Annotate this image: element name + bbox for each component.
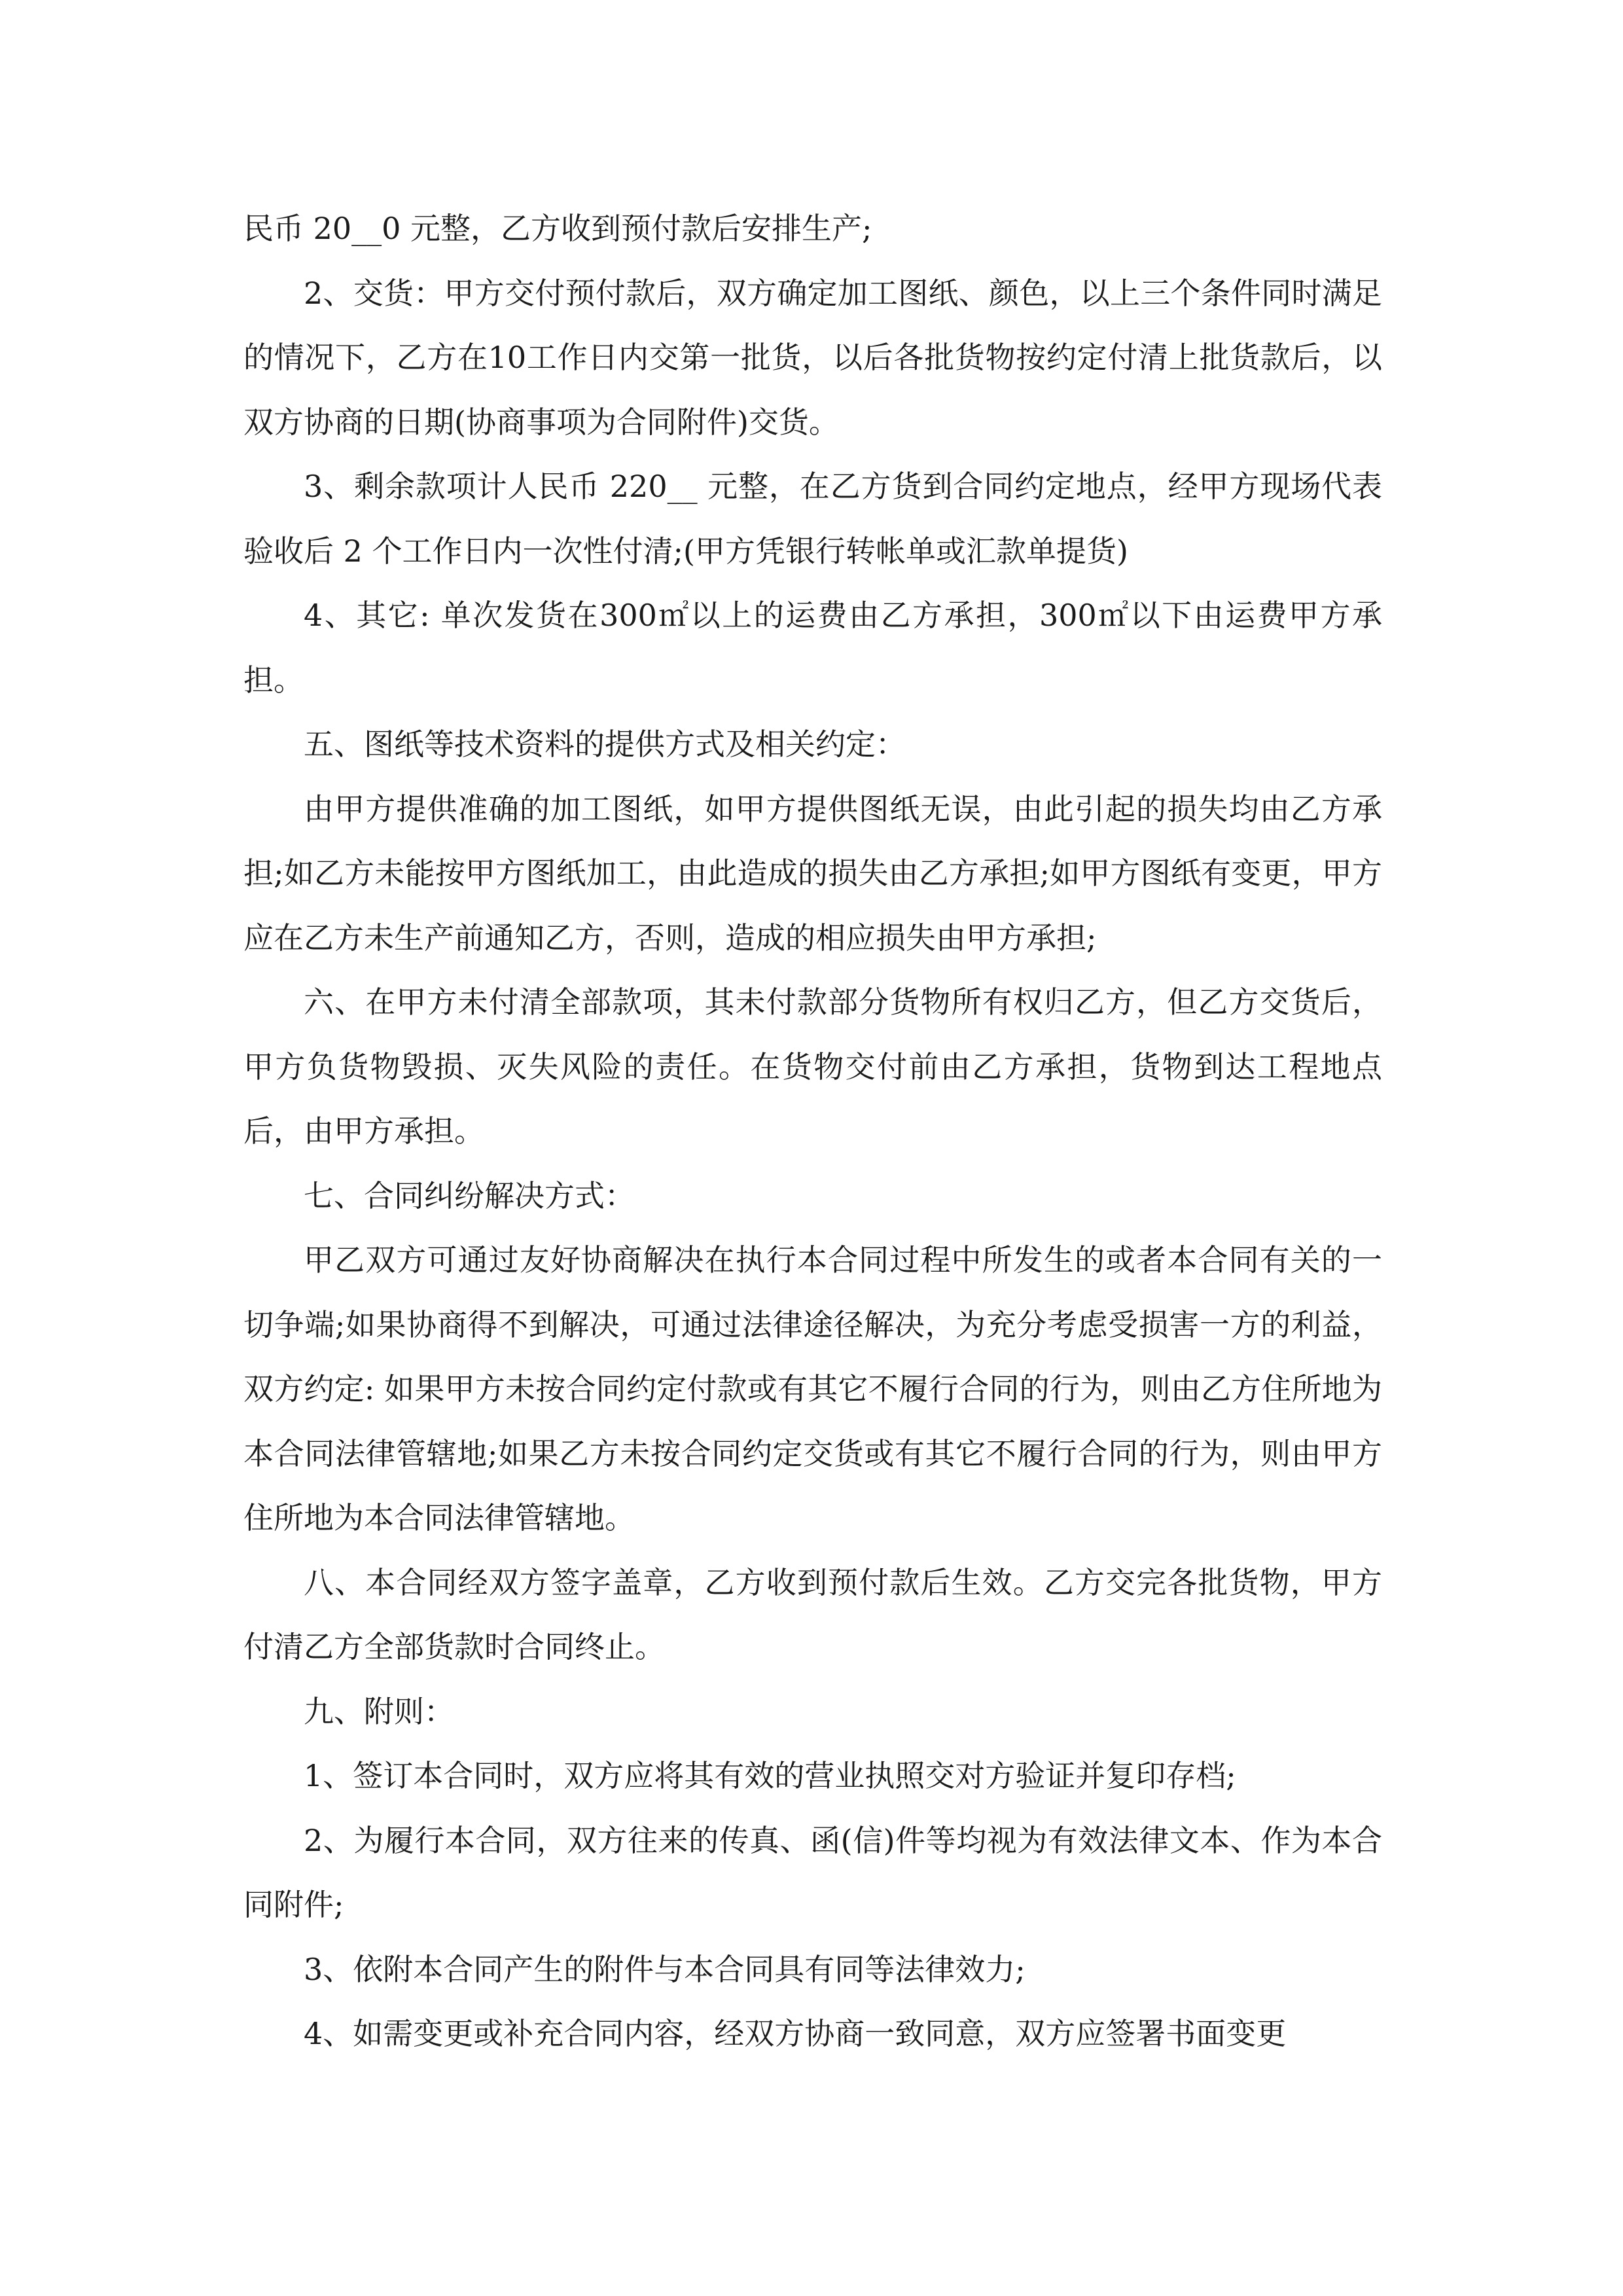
paragraph-supplementary-4: 4、如需变更或补充合同内容，经双方协商一致同意，双方应签署书面变更 — [304, 2016, 1287, 2051]
section-heading-disputes: 七、合同纠纷解决方式： — [304, 1177, 635, 1213]
paragraph-other-shipping: 4、其它: 单次发货在300㎡以上的运费由乙方承担，300㎡以下由运费甲方承担。 — [243, 598, 1382, 698]
paragraph-drawings: 由甲方提供准确的加工图纸，如甲方提供图纸无误，由此引起的损失均由乙方承担;如乙方未能按甲方图纸加工，由此造成的损失由乙方承担;如甲方图纸有变更，甲方应在乙方未生产前通知乙方，否则，造成的相应损失由甲方承担; — [243, 791, 1382, 956]
document-body — [243, 196, 1382, 2066]
paragraph-supplementary-2: 2、为履行本合同，双方往来的传真、函(信)件等均视为有效法律文本、作为本合同附件; — [243, 1822, 1382, 1922]
paragraph-supplementary-3: 3、依附本合同产生的附件与本合同具有同等法律效力; — [304, 1951, 1026, 1987]
paragraph-remaining-payment: 3、剩余款项计人民币 220__ 元整，在乙方货到合同约定地点，经甲方现场代表验收后 2 个工作日内一次性付清;(甲方凭银行转帐单或汇款单提货) — [243, 469, 1382, 569]
paragraph-ownership-risk: 六、在甲方未付清全部款项，其未付款部分货物所有权归乙方，但乙方交货后，甲方负货物毁损、灭失风险的责任。在货物交付前由乙方承担，货物到达工程地点后，由甲方承担。 — [243, 984, 1382, 1149]
section-heading-supplementary: 九、附则： — [304, 1693, 454, 1729]
paragraph-payment-continued: 民币 20__0 元整，乙方收到预付款后安排生产; — [243, 211, 872, 246]
paragraph-supplementary-1: 1、签订本合同时，双方应将其有效的营业执照交对方验证并复印存档; — [304, 1758, 1236, 1793]
paragraph-delivery: 2、交货：甲方交付预付款后，双方确定加工图纸、颜色，以上三个条件同时满足的情况下，乙方在10工作日内交第一批货，以后各批货物按约定付清上批货款后，以双方协商的日期(协商事项为合同附件)交货。 — [243, 275, 1382, 440]
section-heading-drawings: 五、图纸等技术资料的提供方式及相关约定： — [304, 726, 906, 762]
paragraph-effectiveness: 八、本合同经双方签字盖章，乙方收到预付款后生效。乙方交完各批货物，甲方付清乙方全部货款时合同终止。 — [243, 1564, 1382, 1664]
paragraph-disputes: 甲乙双方可通过友好协商解决在执行本合同过程中所发生的或者本合同有关的一切争端;如果协商得不到解决，可通过法律途径解决，为充分考虑受损害一方的利益，双方约定: 如果甲方未按合同约定付款或有其它不履行合同的行为，则由乙方住所地为本合同法律管辖地;如果乙方未按合同约定交货或有其它不履行合同的行为，则由甲方住所地为本合同法律管辖地。 — [243, 1242, 1382, 1535]
